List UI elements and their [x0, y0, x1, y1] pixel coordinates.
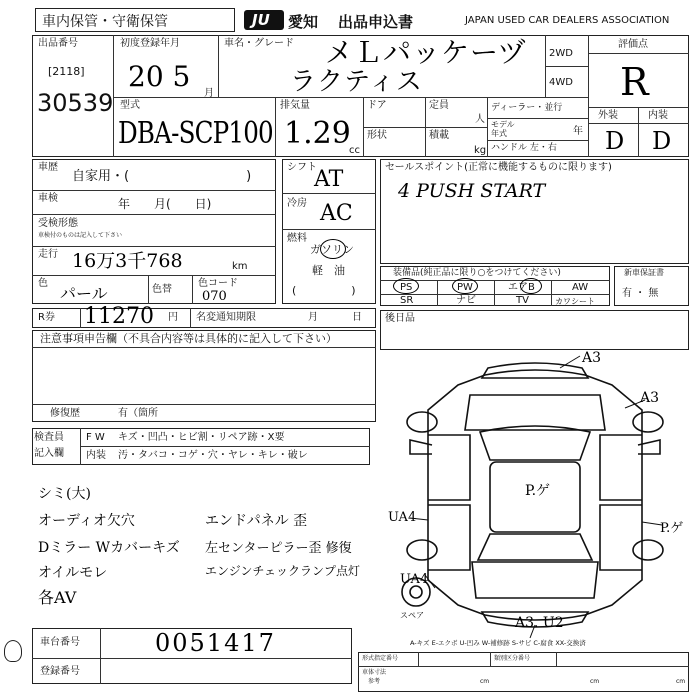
history-value: 自家用・( ): [72, 169, 252, 184]
fuel-label: 燃料: [287, 233, 307, 244]
note-1: シミ(大): [38, 486, 91, 502]
first-reg-month-unit: 月: [204, 88, 214, 99]
inspector-label-2: 記入欄: [34, 448, 64, 459]
equip-ps: PS: [400, 282, 413, 293]
fuel-petrol-circle: [320, 239, 346, 259]
inherit-label: 受検形態: [38, 218, 78, 229]
mileage-unit: km: [232, 261, 248, 272]
after-items-label: 後日品: [385, 313, 415, 324]
first-reg-label: 初度登録年月: [120, 38, 180, 49]
history-label: 車歴: [38, 162, 58, 173]
form-title: 出品申込書: [338, 13, 414, 31]
year-unit: 年: [573, 126, 583, 137]
mileage-label: 走行: [38, 249, 58, 260]
door-label: ドア: [367, 100, 387, 111]
color-value: パール: [60, 284, 108, 303]
equip-tv: TV: [516, 295, 529, 306]
color-code-value: 070: [202, 289, 227, 304]
cc-unit: cc: [349, 145, 360, 156]
association-name: JAPAN USED CAR DEALERS ASSOCIATION: [465, 15, 670, 26]
storage-label: 車内保管・守衛保管: [42, 14, 168, 30]
equip-leather: カワシート: [555, 297, 595, 306]
diag-ua4-bottom: UA4: [400, 572, 429, 587]
shift-value: AT: [314, 167, 344, 192]
diag-p-right: P.ゲ: [660, 521, 684, 536]
cm-unit-1: cm: [480, 678, 490, 685]
notice-month-unit: 月: [308, 312, 318, 323]
displacement-label: 排気量: [280, 100, 310, 111]
ref-label: 参考: [368, 678, 381, 685]
note-6: エンドパネル 歪: [205, 513, 308, 529]
capacity-unit: 人: [475, 114, 485, 125]
chassis-no-value: 0051417: [155, 629, 276, 657]
lot-small-value: [2118]: [48, 65, 85, 78]
aircon-value: AC: [320, 201, 353, 226]
equip-pw: PW: [457, 282, 473, 293]
ju-logo-text: JU: [252, 11, 270, 29]
interior-label: 内装: [648, 110, 668, 121]
drive-4wd-label: 4WD: [549, 77, 573, 88]
notice-day-unit: 日: [352, 312, 362, 323]
capacity-label: 定員: [429, 100, 449, 111]
sales-point-label: セールスポイント(正常に機能するものに限ります): [385, 162, 612, 173]
rating-label: 評価点: [618, 39, 648, 50]
fuel-diesel: 軽 油: [312, 264, 345, 277]
exterior-value: D: [605, 127, 625, 155]
inspector-label: 検査員: [34, 432, 64, 443]
equip-aw: AW: [572, 282, 589, 293]
grade-line2-value: ラクティス: [290, 67, 423, 97]
cert-no-label: 形式指定番号: [362, 655, 399, 662]
org-name: 愛知: [288, 13, 319, 31]
inherit-note: 車検付のものは記入して下さい: [38, 232, 123, 239]
model-code-value: DBA-SCP100: [118, 116, 273, 151]
mileage-value: 16万3千768: [72, 250, 183, 272]
r-ticket-yen: 円: [168, 312, 178, 323]
note-2: オーディオ欠穴: [38, 513, 135, 529]
inspection-label: 車検: [38, 193, 58, 204]
color-swap-label: 色替: [152, 284, 172, 295]
binding-hole-mark: [4, 640, 22, 662]
note-3: Dミラー Wカバーキズ: [38, 540, 180, 556]
model-grade-label: 車名・グレード: [224, 38, 294, 49]
drive-2wd-label: 2WD: [549, 48, 573, 59]
fuel-paren: ( ): [292, 284, 356, 297]
model-year-label-2: 年式: [491, 129, 507, 138]
load-label: 積載: [429, 130, 449, 141]
fw-label: F W: [86, 432, 105, 443]
note-7: 左センターピラー歪 修復: [205, 541, 352, 556]
dealer-import-label: ディーラー・並行: [491, 103, 563, 113]
model-year-label: モデル: [491, 120, 515, 129]
diag-ua4-left: UA4: [388, 510, 417, 525]
lot-no-label: 出品番号: [38, 38, 78, 49]
diag-a3-top: A3: [582, 350, 602, 366]
equip-navi: ナビ: [456, 295, 476, 306]
cm-unit-3: cm: [676, 678, 686, 685]
warranty-label: 新車保証書: [624, 268, 664, 277]
chassis-no-label: 車台番号: [40, 637, 80, 648]
rating-value: R: [620, 60, 649, 104]
note-4: オイルモレ: [38, 565, 108, 581]
notice-deadline-label: 名変通知期限: [196, 312, 256, 323]
first-reg-value: 20 5: [128, 60, 191, 93]
equip-pw-circle: [452, 278, 478, 294]
size-label: 車体寸法: [362, 669, 387, 676]
exterior-label: 外装: [598, 110, 618, 121]
inner-items: 汚・タバコ・コゲ・穴・ヤレ・キレ・破レ: [118, 450, 308, 461]
diag-a3-right: A3: [640, 390, 660, 406]
class-no-label: 類別区分番号: [494, 655, 531, 662]
reg-no-label: 登録番号: [40, 666, 80, 677]
equip-airbag-circle: [520, 278, 542, 294]
inner-label: 内装: [86, 450, 106, 461]
lot-no-value: 30539: [37, 89, 114, 117]
color-label: 色: [38, 278, 48, 289]
equip-ps-circle: [393, 278, 419, 294]
diag-p-roof: P.ゲ: [525, 483, 551, 499]
r-ticket-value: 11270: [84, 304, 154, 329]
displacement-value: 1.29: [284, 116, 351, 151]
inspection-value: 年 月( 日): [118, 197, 212, 211]
equip-sr: SR: [400, 295, 414, 306]
equipment-label: 装備品(純正品に限り○をつけてください): [393, 268, 561, 278]
repair-history-label: 修復歴: [50, 408, 80, 419]
note-8: エンジンチェックランプ点灯: [205, 564, 361, 578]
fw-items: キズ・凹凸・ヒビ割・リペア跡・X要: [118, 432, 285, 443]
steering-label: ハンドル 左・右: [491, 143, 557, 153]
ju-logo: [244, 10, 284, 30]
note-5: 各AV: [38, 588, 77, 607]
aircon-label: 冷房: [287, 198, 307, 209]
after-items-block: [380, 310, 689, 350]
spare-label: スペア: [400, 611, 424, 620]
fuel-petrol: ガソリン: [310, 243, 354, 256]
cm-unit-2: cm: [590, 678, 600, 685]
legend: A-キズ E-エクボ U-凹み W-補修跡 S-サビ C-腐食 XX-交換済: [410, 639, 586, 647]
warranty-options: 有 ・ 無: [622, 288, 659, 299]
shape-label: 形状: [367, 130, 387, 141]
model-code-label: 型式: [120, 100, 140, 111]
interior-value: D: [652, 127, 672, 155]
r-ticket-label: R券: [38, 312, 55, 323]
sales-point-block: [380, 159, 689, 264]
color-code-label: 色コード: [198, 278, 238, 289]
grade-line1-value: メＬパッケーヅ: [325, 36, 527, 69]
equip-airbag: エアB: [508, 282, 535, 293]
remarks-title: 注意事項申告欄（不具合内容等は具体的に記入して下さい）: [40, 332, 337, 345]
diag-bottom: A3. U2: [515, 615, 564, 631]
repair-history-value: 有（箇所: [118, 408, 158, 419]
load-unit: kg: [474, 145, 487, 156]
shift-label: シフト: [287, 162, 317, 173]
sales-point-value: 4 PUSH START: [398, 180, 546, 202]
